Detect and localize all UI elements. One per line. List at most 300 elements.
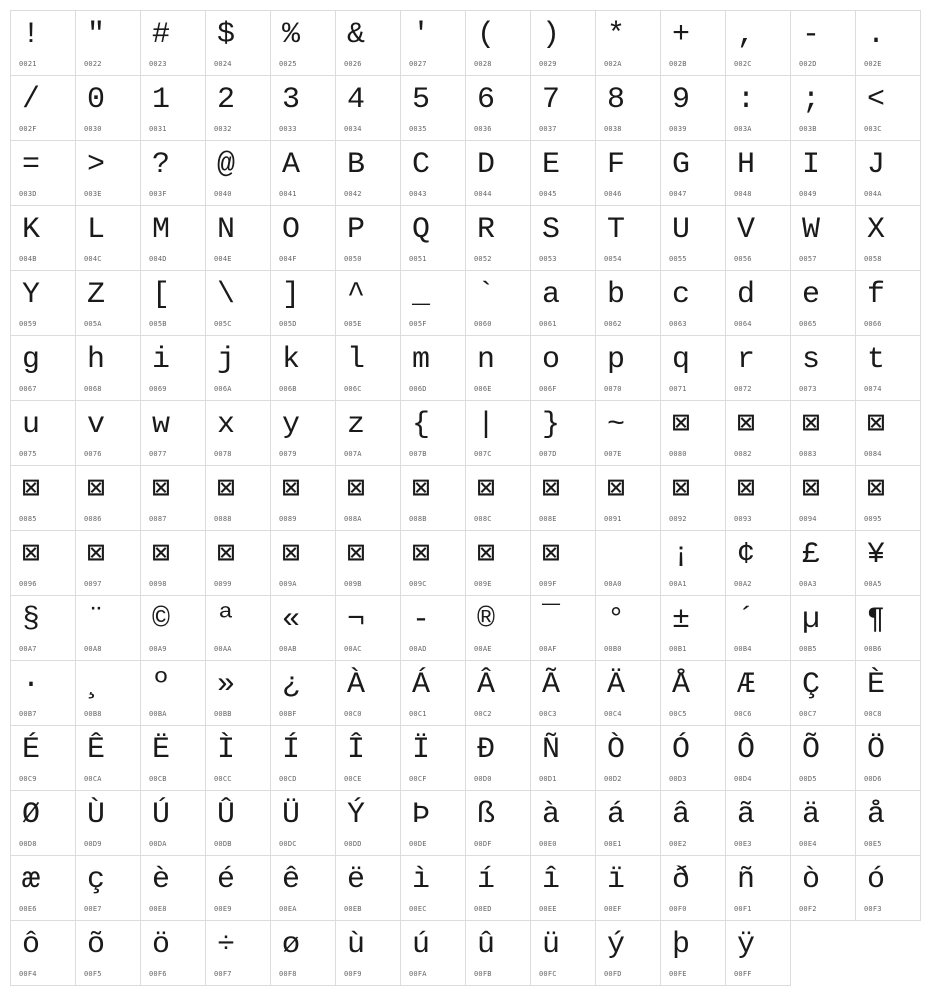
glyph-cell — [530, 400, 596, 466]
glyph-char: ) — [541, 18, 560, 52]
glyph-cell — [530, 530, 596, 596]
glyph-code: 0065 — [799, 320, 817, 328]
glyph-cell — [400, 920, 466, 986]
glyph-code: 004E — [214, 255, 232, 263]
glyph-char: ü — [541, 928, 560, 962]
glyph-cell — [270, 75, 336, 141]
glyph-cell — [660, 140, 726, 206]
glyph-code: 0037 — [539, 125, 557, 133]
glyph-code: 00BF — [279, 710, 297, 718]
glyph-cell — [465, 205, 531, 271]
glyph-char: - — [801, 18, 820, 52]
glyph-char: ø — [281, 928, 300, 962]
glyph-code: 0046 — [604, 190, 622, 198]
glyph-code: 006D — [409, 385, 427, 393]
glyph-char: t — [866, 343, 885, 377]
glyph-char: ( — [476, 18, 495, 52]
glyph-cell — [790, 595, 856, 661]
glyph-code: 0052 — [474, 255, 492, 263]
glyph-char: Ä — [606, 668, 625, 702]
glyph-code: 00E0 — [539, 840, 557, 848]
glyph-code: 00F1 — [734, 905, 752, 913]
glyph-code: 00EB — [344, 905, 362, 913]
glyph-cell — [205, 140, 271, 206]
glyph-char: ô — [21, 928, 40, 962]
glyph-char: L — [86, 213, 105, 247]
glyph-char: @ — [216, 148, 235, 182]
glyph-char: ¸ — [86, 668, 105, 702]
glyph-char: ⊠ — [346, 473, 366, 507]
glyph-code: 0095 — [864, 515, 882, 523]
glyph-cell — [725, 465, 791, 531]
glyph-char: Z — [86, 278, 105, 312]
glyph-cell — [140, 140, 206, 206]
glyph-char: ç — [86, 863, 105, 897]
glyph-char: O — [281, 213, 300, 247]
glyph-char: ó — [866, 863, 885, 897]
glyph-char: x — [216, 408, 235, 442]
glyph-char: Ø — [21, 798, 40, 832]
glyph-cell — [855, 595, 921, 661]
glyph-cell — [140, 920, 206, 986]
glyph-code: 0089 — [279, 515, 297, 523]
glyph-code: 00F4 — [19, 970, 37, 978]
glyph-code: 00A1 — [669, 580, 687, 588]
glyph-cell — [855, 400, 921, 466]
glyph-char: æ — [21, 863, 40, 897]
glyph-code: 0071 — [669, 385, 687, 393]
glyph-char: ä — [801, 798, 820, 832]
glyph-cell — [10, 140, 76, 206]
glyph-code: 0060 — [474, 320, 492, 328]
glyph-cell — [10, 270, 76, 336]
glyph-code: 004D — [149, 255, 167, 263]
glyph-code: 0059 — [19, 320, 37, 328]
glyph-char: Q — [411, 213, 430, 247]
glyph-char: U — [671, 213, 690, 247]
glyph-code: 00FF — [734, 970, 752, 978]
glyph-cell — [790, 10, 856, 76]
glyph-cell — [140, 725, 206, 791]
glyph-cell — [205, 270, 271, 336]
glyph-cell — [530, 140, 596, 206]
glyph-cell — [140, 335, 206, 401]
glyph-char: + — [671, 18, 690, 52]
glyph-code: 002D — [799, 60, 817, 68]
glyph-code: 006F — [539, 385, 557, 393]
glyph-code: 0045 — [539, 190, 557, 198]
glyph-char: A — [281, 148, 300, 182]
glyph-cell — [10, 920, 76, 986]
glyph-char: £ — [801, 538, 820, 572]
glyph-cell — [400, 595, 466, 661]
glyph-code: 0069 — [149, 385, 167, 393]
glyph-char: Á — [411, 668, 430, 702]
glyph-code: 00D5 — [799, 775, 817, 783]
glyph-cell — [855, 465, 921, 531]
glyph-cell — [270, 10, 336, 76]
glyph-code: 004B — [19, 255, 37, 263]
glyph-code: 00E6 — [19, 905, 37, 913]
glyph-char: ] — [281, 278, 300, 312]
glyph-char: ú — [411, 928, 430, 962]
glyph-char: 1 — [151, 83, 170, 117]
glyph-cell — [465, 725, 531, 791]
glyph-cell — [75, 205, 141, 271]
glyph-code: 0023 — [149, 60, 167, 68]
glyph-code: 002E — [864, 60, 882, 68]
glyph-char: ` — [476, 278, 495, 312]
glyph-char: ® — [476, 603, 495, 637]
glyph-cell — [205, 725, 271, 791]
glyph-cell — [660, 400, 726, 466]
glyph-code: 00F5 — [84, 970, 102, 978]
glyph-code: 0034 — [344, 125, 362, 133]
glyph-char: · — [21, 668, 40, 702]
glyph-code: 00D2 — [604, 775, 622, 783]
glyph-char: ⊠ — [216, 473, 236, 507]
glyph-char: Å — [671, 668, 690, 702]
glyph-code: 00D3 — [669, 775, 687, 783]
glyph-char: n — [476, 343, 495, 377]
glyph-code: 005D — [279, 320, 297, 328]
glyph-code: 0025 — [279, 60, 297, 68]
glyph-cell — [75, 790, 141, 856]
glyph-char: ¡ — [671, 538, 690, 572]
glyph-cell — [10, 75, 76, 141]
glyph-cell — [335, 465, 401, 531]
glyph-char: à — [541, 798, 560, 832]
glyph-cell — [530, 75, 596, 141]
glyph-cell — [790, 855, 856, 921]
glyph-code: 003B — [799, 125, 817, 133]
glyph-cell — [855, 660, 921, 726]
glyph-code: 0086 — [84, 515, 102, 523]
glyph-code: 0024 — [214, 60, 232, 68]
glyph-cell — [465, 10, 531, 76]
glyph-char: R — [476, 213, 495, 247]
glyph-code: 00AA — [214, 645, 232, 653]
glyph-code: 00ED — [474, 905, 492, 913]
glyph-char: Þ — [411, 798, 430, 832]
glyph-cell — [465, 465, 531, 531]
glyph-char: Ü — [281, 798, 300, 832]
glyph-char: Ð — [476, 733, 495, 767]
glyph-code: 0092 — [669, 515, 687, 523]
glyph-cell — [530, 660, 596, 726]
glyph-char: l — [346, 343, 365, 377]
glyph-code: 008B — [409, 515, 427, 523]
glyph-code: 00C6 — [734, 710, 752, 718]
glyph-char: ã — [736, 798, 755, 832]
glyph-char: ? — [151, 148, 170, 182]
glyph-char: K — [21, 213, 40, 247]
glyph-cell — [10, 400, 76, 466]
glyph-cell — [75, 920, 141, 986]
glyph-char: ⊠ — [671, 408, 691, 442]
glyph-code: 003F — [149, 190, 167, 198]
glyph-code: 002C — [734, 60, 752, 68]
glyph-code: 00F0 — [669, 905, 687, 913]
glyph-cell — [335, 790, 401, 856]
glyph-code: 0088 — [214, 515, 232, 523]
glyph-char: Æ — [736, 668, 755, 702]
glyph-cell — [75, 10, 141, 76]
glyph-cell — [595, 205, 661, 271]
glyph-cell — [335, 335, 401, 401]
glyph-cell — [790, 140, 856, 206]
glyph-char: Ö — [866, 733, 885, 767]
glyph-char: é — [216, 863, 235, 897]
glyph-char: h — [86, 343, 105, 377]
glyph-cell — [205, 530, 271, 596]
glyph-code: 00D9 — [84, 840, 102, 848]
glyph-cell — [400, 465, 466, 531]
glyph-code: 00A3 — [799, 580, 817, 588]
glyph-cell — [270, 270, 336, 336]
glyph-code: 0051 — [409, 255, 427, 263]
glyph-char: ï — [606, 863, 625, 897]
glyph-cell — [400, 140, 466, 206]
glyph-char: ö — [151, 928, 170, 962]
glyph-code: 0068 — [84, 385, 102, 393]
glyph-cell — [270, 855, 336, 921]
glyph-code: 00B4 — [734, 645, 752, 653]
glyph-code: 00C9 — [19, 775, 37, 783]
glyph-cell — [725, 790, 791, 856]
glyph-char: Ñ — [541, 733, 560, 767]
glyph-char: [ — [151, 278, 170, 312]
glyph-char: § — [21, 603, 40, 637]
glyph-code: 0067 — [19, 385, 37, 393]
glyph-code: 008C — [474, 515, 492, 523]
glyph-code: 00D0 — [474, 775, 492, 783]
glyph-code: 00FD — [604, 970, 622, 978]
glyph-cell — [790, 465, 856, 531]
glyph-char: ⊠ — [736, 473, 756, 507]
glyph-char: p — [606, 343, 625, 377]
glyph-code: 003E — [84, 190, 102, 198]
glyph-char: º — [151, 668, 170, 702]
glyph-char: Â — [476, 668, 495, 702]
glyph-cell — [270, 465, 336, 531]
glyph-code: 005E — [344, 320, 362, 328]
glyph-code: 00F6 — [149, 970, 167, 978]
glyph-char: { — [411, 408, 430, 442]
glyph-code: 0085 — [19, 515, 37, 523]
glyph-char: Ó — [671, 733, 690, 767]
glyph-char: Û — [216, 798, 235, 832]
glyph-code: 00AF — [539, 645, 557, 653]
glyph-code: 00BB — [214, 710, 232, 718]
glyph-code: 009C — [409, 580, 427, 588]
glyph-char: þ — [671, 928, 690, 962]
glyph-char: ë — [346, 863, 365, 897]
glyph-cell — [205, 205, 271, 271]
glyph-cell — [140, 270, 206, 336]
glyph-code: 006E — [474, 385, 492, 393]
glyph-code: 007E — [604, 450, 622, 458]
glyph-cell — [75, 465, 141, 531]
glyph-char: S — [541, 213, 560, 247]
glyph-code: 0062 — [604, 320, 622, 328]
glyph-cell — [790, 400, 856, 466]
glyph-char: } — [541, 408, 560, 442]
glyph-cell — [270, 920, 336, 986]
glyph-cell — [595, 725, 661, 791]
glyph-cell — [725, 725, 791, 791]
glyph-cell — [855, 205, 921, 271]
glyph-cell — [530, 725, 596, 791]
glyph-char: | — [476, 408, 495, 442]
glyph-char: > — [86, 148, 105, 182]
glyph-code: 00FC — [539, 970, 557, 978]
glyph-code: 0070 — [604, 385, 622, 393]
glyph-cell — [335, 855, 401, 921]
glyph-cell — [400, 855, 466, 921]
glyph-code: 0042 — [344, 190, 362, 198]
glyph-char: d — [736, 278, 755, 312]
glyph-char: Ë — [151, 733, 170, 767]
glyph-cell — [790, 205, 856, 271]
glyph-cell — [660, 465, 726, 531]
glyph-char: ⊠ — [411, 538, 431, 572]
glyph-code: 0076 — [84, 450, 102, 458]
glyph-cell — [10, 595, 76, 661]
glyph-cell — [855, 335, 921, 401]
glyph-code: 00E7 — [84, 905, 102, 913]
glyph-char: ´ — [736, 603, 755, 637]
glyph-cell — [75, 855, 141, 921]
glyph-cell — [205, 855, 271, 921]
glyph-cell — [725, 140, 791, 206]
glyph-char: I — [801, 148, 820, 182]
glyph-char: ⊠ — [866, 473, 886, 507]
glyph-code: 00A0 — [604, 580, 622, 588]
glyph-code: 00F3 — [864, 905, 882, 913]
glyph-cell — [530, 335, 596, 401]
glyph-char: g — [21, 343, 40, 377]
glyph-char: < — [866, 83, 885, 117]
glyph-char: ⊠ — [541, 538, 561, 572]
glyph-code: 0072 — [734, 385, 752, 393]
glyph-code: 0097 — [84, 580, 102, 588]
glyph-code: 0026 — [344, 60, 362, 68]
glyph-char: # — [151, 18, 170, 52]
glyph-cell — [530, 855, 596, 921]
glyph-char: ¥ — [866, 538, 885, 572]
glyph-cell — [725, 660, 791, 726]
glyph-cell — [595, 920, 661, 986]
glyph-char: y — [281, 408, 300, 442]
glyph-code: 008E — [539, 515, 557, 523]
glyph-cell — [75, 725, 141, 791]
glyph-char: ; — [801, 83, 820, 117]
glyph-cell — [140, 790, 206, 856]
glyph-char: è — [151, 863, 170, 897]
glyph-char: È — [866, 668, 885, 702]
glyph-cell — [400, 790, 466, 856]
glyph-char: % — [281, 18, 300, 52]
glyph-char: b — [606, 278, 625, 312]
glyph-char: Ç — [801, 668, 820, 702]
glyph-code: 003C — [864, 125, 882, 133]
glyph-code: 00CC — [214, 775, 232, 783]
glyph-code: 006C — [344, 385, 362, 393]
glyph-cell — [790, 270, 856, 336]
glyph-cell — [595, 595, 661, 661]
glyph-char: 5 — [411, 83, 430, 117]
glyph-code: 00D8 — [19, 840, 37, 848]
glyph-char: ⊠ — [281, 473, 301, 507]
glyph-code: 00AD — [409, 645, 427, 653]
glyph-cell — [790, 335, 856, 401]
glyph-code: 0036 — [474, 125, 492, 133]
glyph-cell — [75, 530, 141, 596]
glyph-code: 0064 — [734, 320, 752, 328]
glyph-code: 0098 — [149, 580, 167, 588]
glyph-cell — [400, 270, 466, 336]
glyph-code: 0040 — [214, 190, 232, 198]
glyph-code: 0054 — [604, 255, 622, 263]
glyph-char: Ô — [736, 733, 755, 767]
glyph-cell — [660, 270, 726, 336]
glyph-char: _ — [411, 278, 430, 312]
glyph-char: ⊠ — [281, 538, 301, 572]
glyph-cell — [595, 530, 661, 596]
glyph-code: 002A — [604, 60, 622, 68]
glyph-code: 00A9 — [149, 645, 167, 653]
glyph-code: 0021 — [19, 60, 37, 68]
glyph-code: 0084 — [864, 450, 882, 458]
glyph-cell — [660, 10, 726, 76]
glyph-char: Y — [21, 278, 40, 312]
glyph-code: 0057 — [799, 255, 817, 263]
glyph-cell — [790, 790, 856, 856]
glyph-char: ò — [801, 863, 820, 897]
glyph-code: 0033 — [279, 125, 297, 133]
glyph-cell — [660, 920, 726, 986]
glyph-char: ⊠ — [476, 538, 496, 572]
glyph-code: 00E2 — [669, 840, 687, 848]
glyph-cell — [465, 920, 531, 986]
glyph-char: í — [476, 863, 495, 897]
glyph-code: 00CA — [84, 775, 102, 783]
glyph-cell — [595, 270, 661, 336]
glyph-char: k — [281, 343, 300, 377]
glyph-cell — [75, 400, 141, 466]
glyph-cell — [465, 335, 531, 401]
glyph-char: Î — [346, 733, 365, 767]
glyph-cell — [140, 530, 206, 596]
glyph-char: ù — [346, 928, 365, 962]
glyph-char: ¶ — [866, 603, 885, 637]
glyph-char: 6 — [476, 83, 495, 117]
glyph-cell — [725, 530, 791, 596]
glyph-code: 0028 — [474, 60, 492, 68]
glyph-code: 00A8 — [84, 645, 102, 653]
glyph-code: 00DC — [279, 840, 297, 848]
glyph-cell — [595, 75, 661, 141]
glyph-code: 00BA — [149, 710, 167, 718]
glyph-code: 00A5 — [864, 580, 882, 588]
glyph-code: 00C7 — [799, 710, 817, 718]
glyph-cell — [335, 400, 401, 466]
glyph-char: À — [346, 668, 365, 702]
glyph-code: 00CB — [149, 775, 167, 783]
glyph-cell — [10, 205, 76, 271]
glyph-cell — [335, 660, 401, 726]
